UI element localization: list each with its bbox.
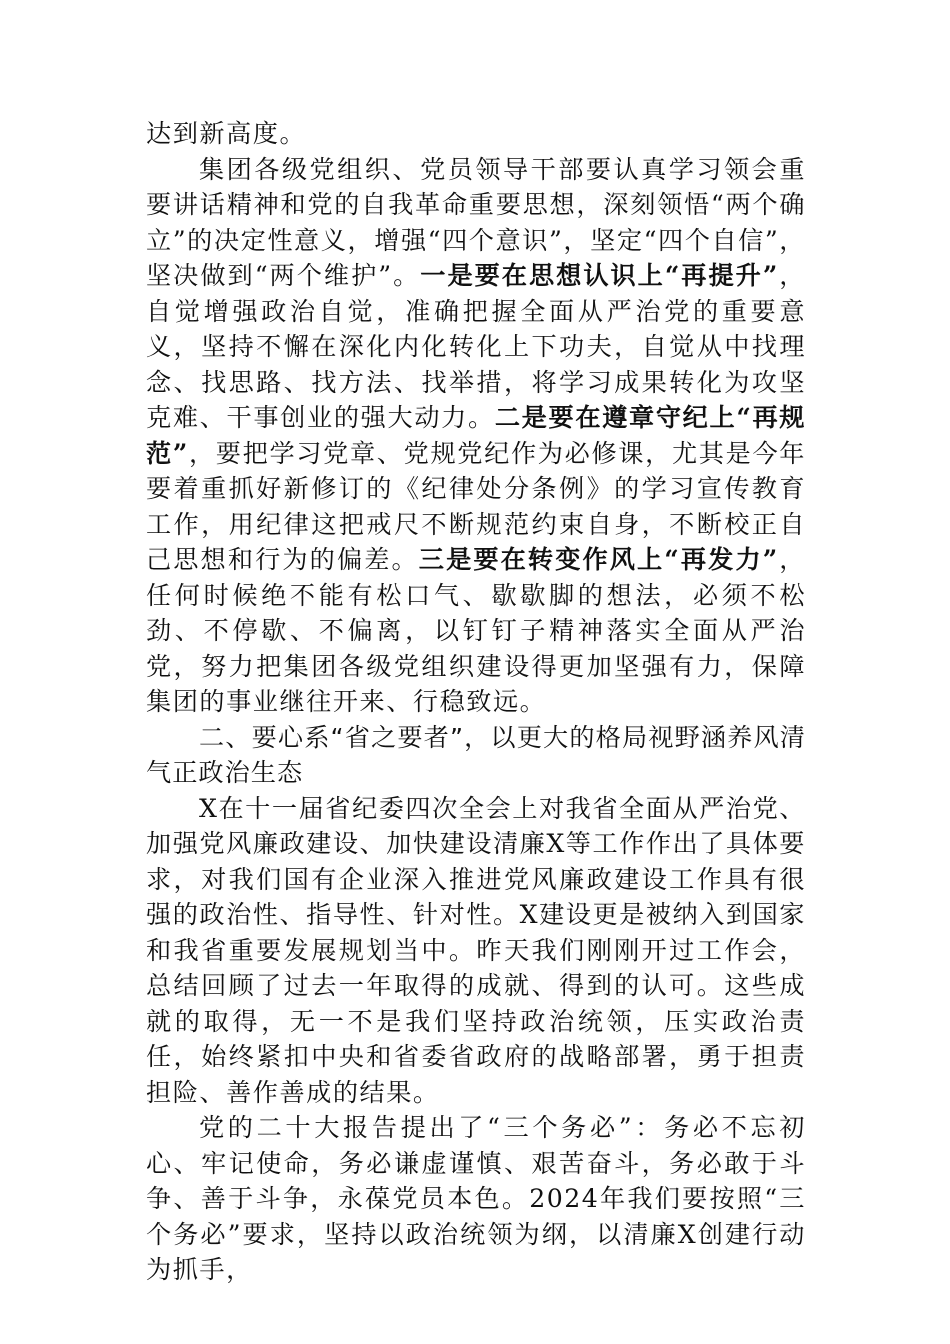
- paragraph-provincial-requirements: X在十一届省纪委四次全会上对我省全面从严治党、加强党风廉政建设、加快建设清廉X等工作作出了具体要求，对我们国有企业深入推进党风廉政建设工作具有很强的政治性、指导性、针对性。X建设更是被纳入到国家和我省重要发展规划当中。昨天我们刚刚开过工作会，总结回顾了过去一年取得的成就、得到的认可。这些成就的取得，无一不是我们坚持政治统领，压实政治责任，始终紧扣中央和省委省政府的战略部署，勇于担责担险、善作善成的结果。: [146, 793, 806, 1107]
- bold-point-one: 一是要在思想认识上“再提升”: [420, 260, 779, 290]
- paragraph-three-musts: 党的二十大报告提出了“三个务必”：务必不忘初心、牢记使命，务必谦虚谨慎、艰苦奋斗，务必敢于斗争、善于斗争，永葆党员本色。2024年我们要按照“三个务必”要求，坚持以政治统领为纲，以清廉X创建行动为抓手，: [146, 1113, 806, 1284]
- paragraph-text: ，任何时候绝不能有松口气、歇歇脚的想法，必须不松劲、不停歇、不偏离，以钉钉子精神落实全面从严治党，努力把集团各级党组织建设得更加坚强有力，保障集团的事业继往开来、行稳致远。: [146, 545, 806, 716]
- paragraph-text: ，自觉增强政治自觉，准确把握全面从严治党的重要意义，坚持不懈在深化内化转化上下功夫，自觉从中找理念、找思路、找方法、找举措，将学习成果转化为攻坚克难、干事创业的强大动力。: [146, 261, 806, 432]
- section-heading: 二、要心系“省之要者”，以更大的格局视野涵养风清气正政治生态: [146, 722, 806, 787]
- bold-point-two: 二是要在遵章守纪上“再规范”: [146, 402, 806, 468]
- paragraph-text: 集团各级党组织、党员领导干部要认真学习领会重要讲话精神和党的自我革命重要思想，深刻领悟“两个确立”的决定性意义，增强“四个意识”，坚定“四个自信”，坚决做到“两个维护”。: [146, 154, 806, 290]
- paragraph-continuation: 达到新高度。: [146, 119, 307, 148]
- document-page: [146, 116, 806, 1288]
- bold-point-three: 三是要在转变作风上“再发力”: [418, 544, 779, 574]
- paragraph-party-study: [146, 152, 806, 720]
- paragraph-text: ，要把学习党章、党规党纪作为必修课，尤其是今年要着重抓好新修订的《纪律处分条例》的学习宣传教育工作，用纪律这把戒尺不断规范约束自身，不断校正自己思想和行为的偏差。: [146, 438, 806, 574]
